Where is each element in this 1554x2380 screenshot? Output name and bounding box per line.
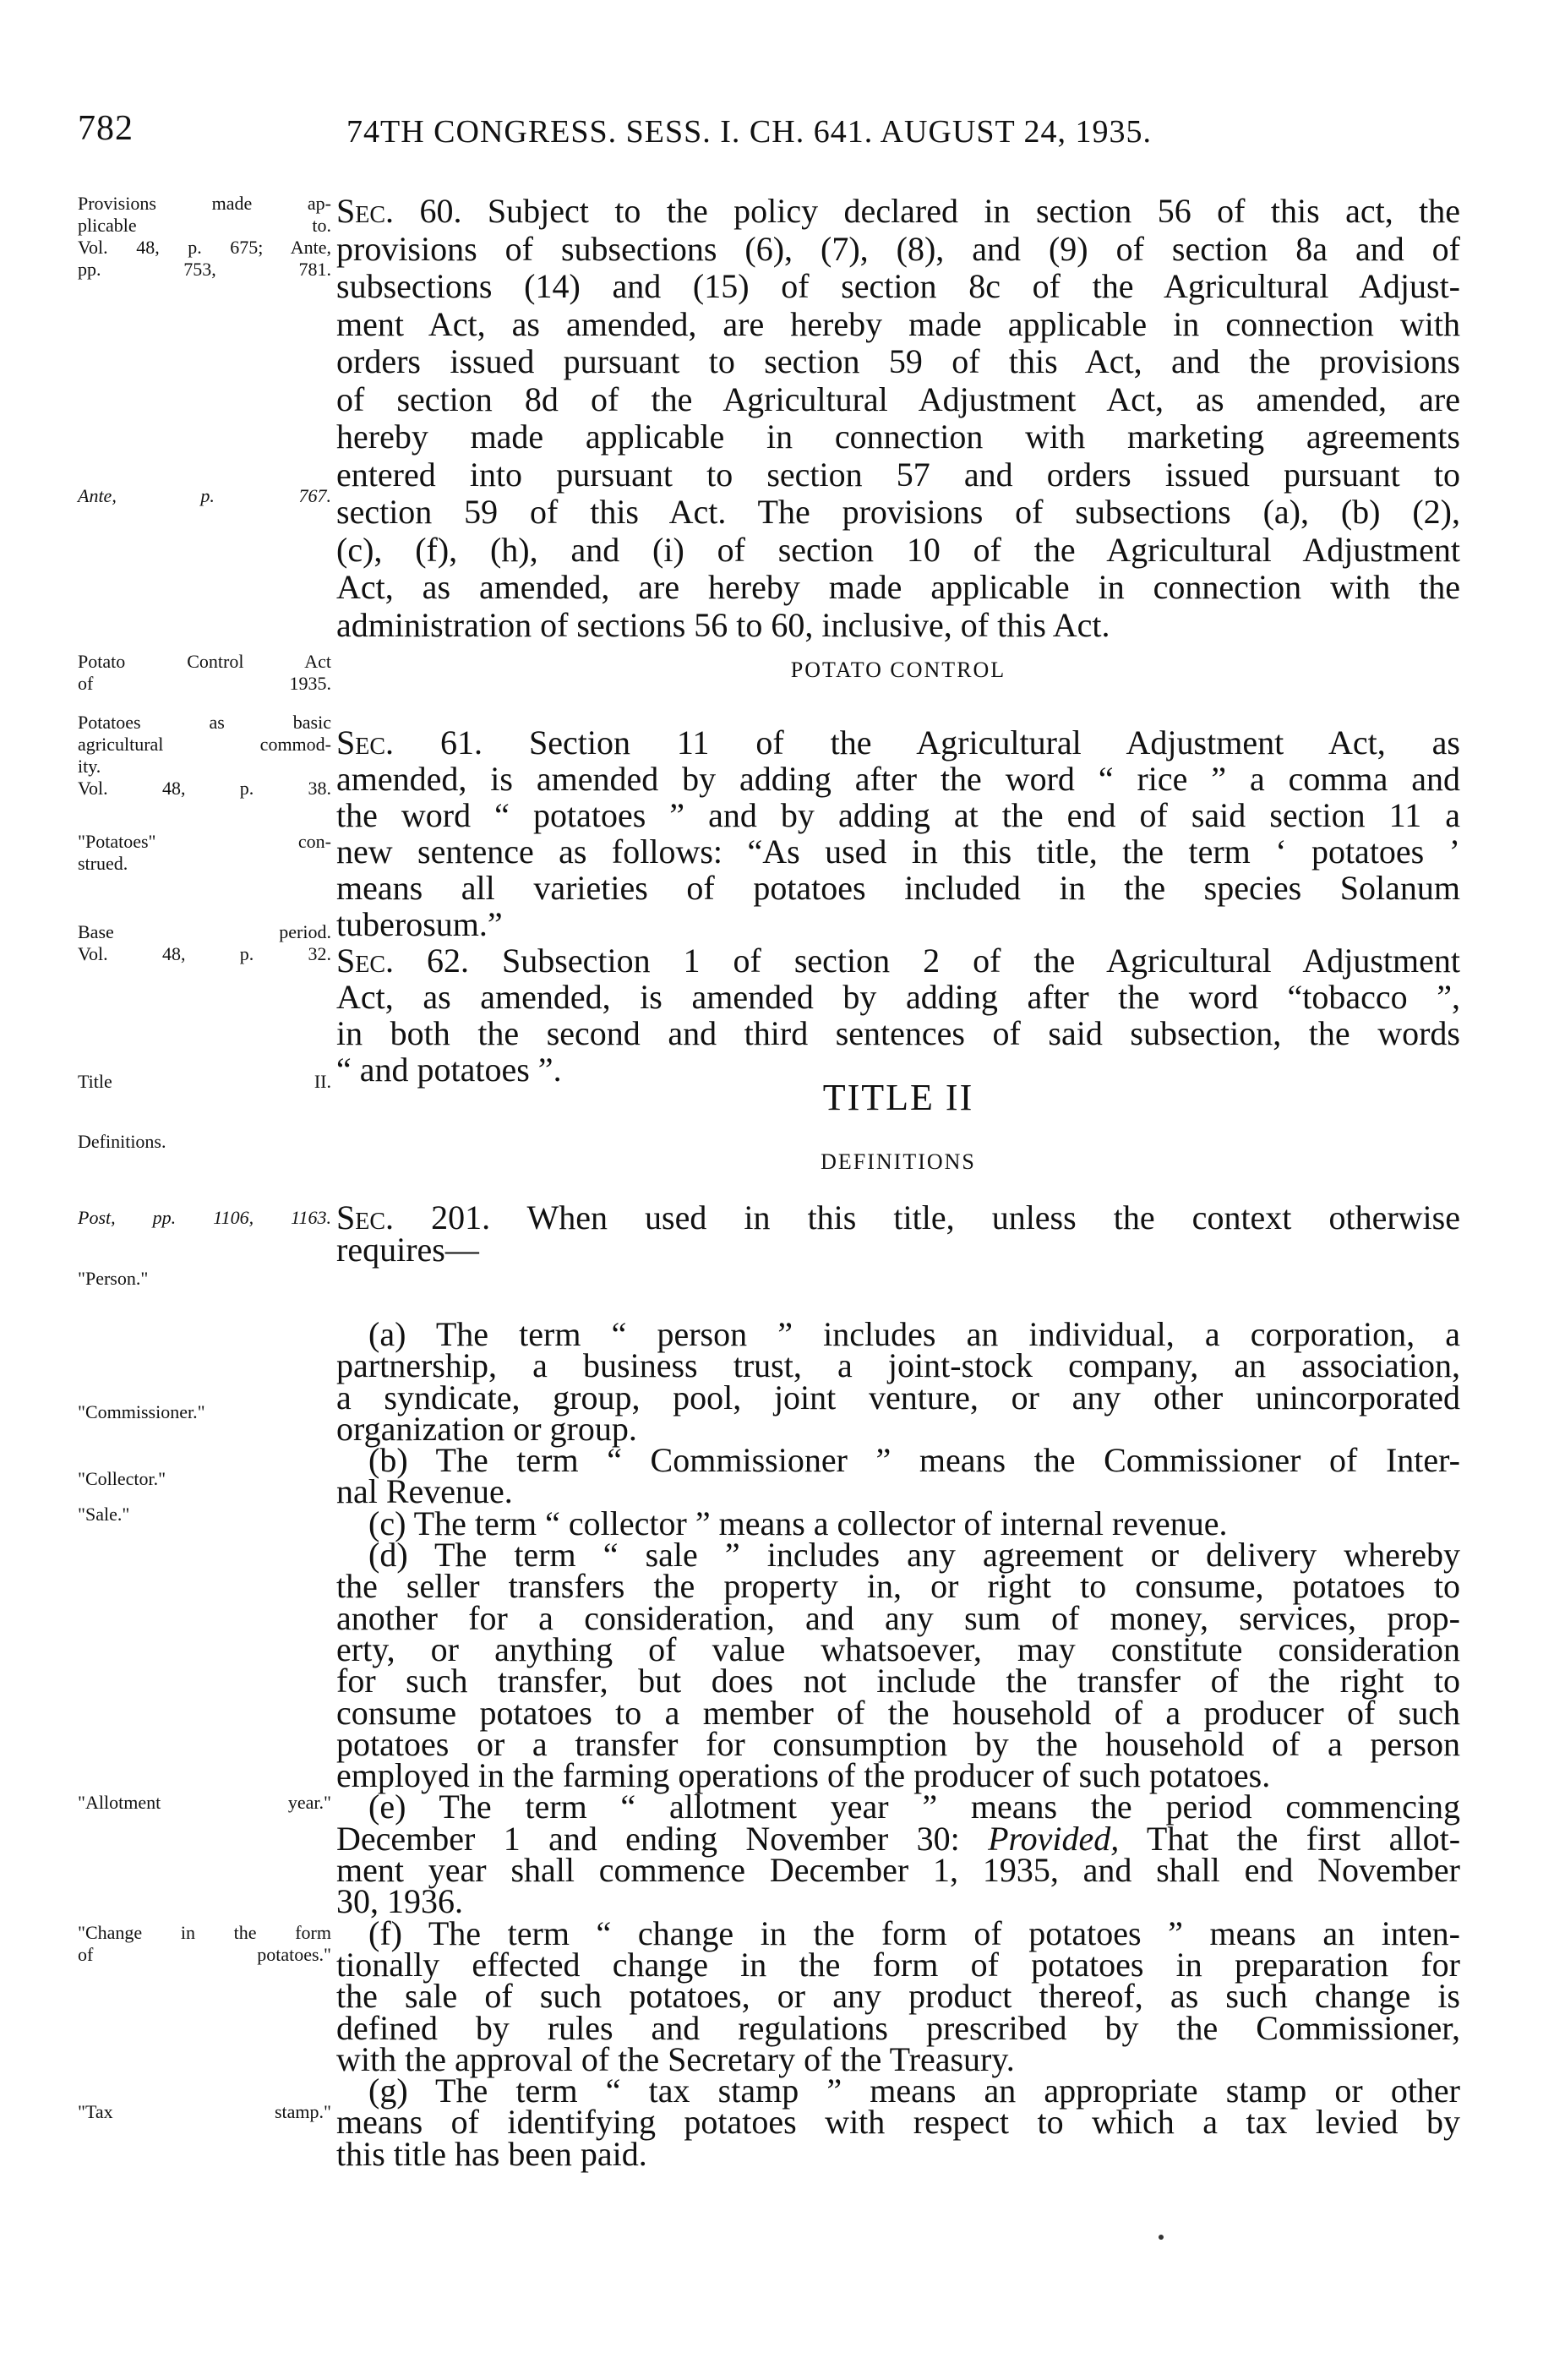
- margin-note-tax-stamp: [78, 2101, 331, 2123]
- margin-note-line: "Commissioner.": [78, 1401, 205, 1422]
- margin-note-line: "Change in the form: [78, 1922, 331, 1943]
- text-line: ment year shall commence December 1, 1935, and shall end November: [336, 1851, 1460, 1890]
- section-label: Sec. 60.: [336, 192, 462, 230]
- margin-note-line: "Person.": [78, 1268, 149, 1289]
- margin-note-change-in-form: [78, 1922, 331, 1966]
- margin-note-line: agricultural commod-: [78, 734, 331, 755]
- margin-note-line: Post, pp. 1106, 1163.: [78, 1207, 331, 1228]
- text-line: hereby made applicable in connection with marketing agreements: [336, 418, 1460, 456]
- definition-commissioner-line: (b) The term “ Commissioner ” means the Commissioner of Inter-: [368, 1441, 1460, 1480]
- margin-note-post: [78, 1207, 331, 1229]
- definition-allotment-year-line: (e) The term “ allotment year ” means the period commencing: [368, 1788, 1460, 1826]
- margin-note-collector: [78, 1468, 331, 1490]
- text-line: provisions of subsections (6), (7), (8), and (9) of section 8a and of: [336, 229, 1460, 268]
- margin-note-definitions: [78, 1131, 331, 1153]
- margin-note-line: of 1935.: [78, 673, 331, 694]
- margin-note-line: "Tax stamp.": [78, 2101, 331, 2122]
- margin-note-line: "Allotment year.": [78, 1792, 331, 1813]
- margin-note-basic-commodity: [78, 712, 331, 800]
- text-line: Act, as amended, are hereby made applicable in connection with the: [336, 568, 1460, 606]
- text-line: means all varieties of potatoes included in the species Solanum: [336, 869, 1460, 907]
- text-line: in both the second and third sentences of said subsection, the words: [336, 1014, 1460, 1052]
- text-line: a syndicate, group, pool, joint venture, or any other unincorporated: [336, 1378, 1460, 1417]
- text-run: Subsection 1 of section 2 of the Agricultural Adjustment: [502, 942, 1461, 980]
- definition-tax-stamp-line: (g) The term “ tax stamp ” means an appropriate stamp or other: [368, 2072, 1460, 2110]
- definition-person-line: (a) The term “ person ” includes an individual, a corporation, a: [368, 1315, 1460, 1353]
- text-line: the word “ potatoes ” and by adding at the end of said section 11 a: [336, 796, 1460, 834]
- text-line: consume potatoes to a member of the household of a producer of such: [336, 1693, 1460, 1732]
- text-line: (c), (f), (h), and (i) of section 10 of the Agricultural Adjustment: [336, 530, 1460, 569]
- margin-note-line: Potatoes as basic: [78, 712, 331, 733]
- text-line: nal Revenue.: [336, 1472, 513, 1511]
- text-line: for such transfer, but does not include the transfer of the right to: [336, 1662, 1460, 1700]
- definition-change-in-form-line: (f) The term “ change in the form of potatoes ” means an inten-: [368, 1913, 1460, 1952]
- text-line: employed in the farming operations of the producer of such potatoes.: [336, 1756, 1271, 1795]
- section-60: [336, 193, 1460, 644]
- margin-note-line: Title II.: [78, 1071, 331, 1092]
- definition-collector-line: (c) The term “ collector ” means a collector of internal revenue.: [368, 1504, 1228, 1542]
- margin-note-line: Provisions made ap-: [78, 193, 331, 214]
- margin-note-base-period: [78, 921, 331, 965]
- section-label: Sec. 62.: [336, 942, 470, 980]
- text-line: requires—: [336, 1231, 479, 1269]
- section-201-first-line: [336, 1198, 1460, 1236]
- text-line: potatoes or a transfer for consumption by the household of a person: [336, 1724, 1460, 1763]
- text-line: [336, 1819, 1461, 1858]
- text-line: new sentence as follows: “As used in this title, the term ‘ potatoes ’: [336, 832, 1460, 871]
- text-run: Subject to the policy declared in section 56 of this act, the: [487, 192, 1461, 230]
- margin-note-line: Ante, p. 767.: [78, 485, 331, 506]
- text-line: the seller transfers the property in, or right to consume, potatoes to: [336, 1567, 1460, 1606]
- text-line: “ and potatoes ”.: [336, 1051, 562, 1089]
- margin-note-line: of potatoes.": [78, 1944, 331, 1965]
- margin-note-ante: [78, 485, 331, 507]
- text-line: of section 8d of the Agricultural Adjustment Act, as amended, are: [336, 379, 1460, 418]
- section-201-intro: [336, 1198, 1460, 1269]
- sections-61-62: [336, 724, 1460, 1088]
- text-run: That the first allot-: [1146, 1819, 1461, 1858]
- margin-note-provisions: [78, 193, 331, 281]
- section-label: Sec. 61.: [336, 723, 483, 761]
- provided-italic: Provided,: [988, 1819, 1120, 1858]
- text-line: entered into pursuant to section 57 and orders issued pursuant to: [336, 455, 1460, 494]
- text-run: When used in this title, unless the context otherwise: [526, 1198, 1460, 1236]
- text-line: tionally effected change in the form of potatoes in preparation for: [336, 1945, 1460, 1984]
- section-62-first-line: [336, 942, 1460, 979]
- text-line: Act, as amended, is amended by adding after the word “tobacco ”,: [336, 978, 1460, 1016]
- margin-note-sale: [78, 1504, 331, 1526]
- text-run: December 1 and ending November 30:: [336, 1819, 960, 1858]
- margin-note-line: plicable to.: [78, 215, 331, 236]
- text-line: partnership, a business trust, a joint-stock company, an association,: [336, 1346, 1460, 1385]
- margin-note-line: ity.: [78, 756, 101, 777]
- text-run: Section 11 of the Agricultural Adjustment Act, as: [528, 723, 1460, 761]
- text-line: section 59 of this Act. The provisions of subsections (a), (b) (2),: [336, 493, 1460, 531]
- margin-note-title-ii: [78, 1071, 331, 1093]
- heading-definitions: DEFINITIONS: [821, 1149, 976, 1174]
- section-201-definitions: [336, 1315, 1461, 2173]
- margin-note-potato-control-act: [78, 651, 331, 695]
- margin-note-potatoes-construed: [78, 831, 331, 875]
- section-60-first-line: [336, 193, 1460, 231]
- running-head: 74TH CONGRESS. SESS. I. CH. 641. AUGUST 24, 1935.: [346, 114, 1153, 150]
- margin-note-line: "Potatoes" con-: [78, 831, 331, 852]
- text-line: another for a consideration, and any sum of money, services, prop-: [336, 1598, 1460, 1637]
- text-line: ment Act, as amended, are hereby made applicable in connection with: [336, 304, 1460, 343]
- heading-title-ii: TITLE II: [822, 1077, 974, 1118]
- margin-note-line: "Sale.": [78, 1504, 130, 1525]
- heading-potato-control: POTATO CONTROL: [790, 658, 1006, 682]
- definition-sale-line: (d) The term “ sale ” includes any agreement or delivery whereby: [368, 1536, 1460, 1575]
- text-line: 30, 1936.: [336, 1882, 463, 1921]
- text-line: administration of sections 56 to 60, inclusive, of this Act.: [336, 605, 1110, 644]
- margin-note-line: Definitions.: [78, 1131, 166, 1152]
- text-line: organization or group.: [336, 1409, 637, 1448]
- section-61-first-line: [336, 724, 1460, 761]
- text-line: subsections (14) and (15) of section 8c of the Agricultural Adjust-: [336, 267, 1460, 305]
- text-line: orders issued pursuant to section 59 of this Act, and the provisions: [336, 342, 1460, 380]
- margin-note-line: "Collector.": [78, 1468, 166, 1489]
- text-line: erty, or anything of value whatsoever, may constitute consideration: [336, 1629, 1460, 1668]
- margin-note-line: Vol. 48, p. 32.: [78, 943, 331, 964]
- page-number: 782: [78, 109, 134, 148]
- text-line: tuberosum.”: [336, 905, 503, 943]
- text-line: this title has been paid.: [336, 2134, 647, 2173]
- margin-note-line: pp. 753, 781.: [78, 259, 331, 280]
- stray-ink-dot: [1159, 2235, 1164, 2240]
- margin-note-line: Base period.: [78, 921, 331, 942]
- text-line: the sale of such potatoes, or any product thereof, as such change is: [336, 1977, 1460, 2016]
- margin-note-line: Vol. 48, p. 38.: [78, 778, 331, 799]
- margin-note-allotment-year: [78, 1792, 331, 1814]
- margin-note-line: Potato Control Act: [78, 651, 331, 672]
- margin-note-person: [78, 1268, 331, 1290]
- text-line: defined by rules and regulations prescribed by the Commissioner,: [336, 2008, 1460, 2047]
- margin-note-line: strued.: [78, 853, 128, 874]
- text-line: with the approval of the Secretary of the Treasury.: [336, 2039, 1015, 2078]
- text-line: amended, is amended by adding after the word “ rice ” a comma and: [336, 760, 1460, 798]
- text-line: means of identifying potatoes with respect to which a tax levied by: [336, 2103, 1460, 2142]
- page-header: [0, 108, 1554, 159]
- margin-note-line: Vol. 48, p. 675; Ante,: [78, 237, 331, 258]
- margin-note-commissioner: [78, 1401, 331, 1423]
- section-label: Sec. 201.: [336, 1198, 491, 1236]
